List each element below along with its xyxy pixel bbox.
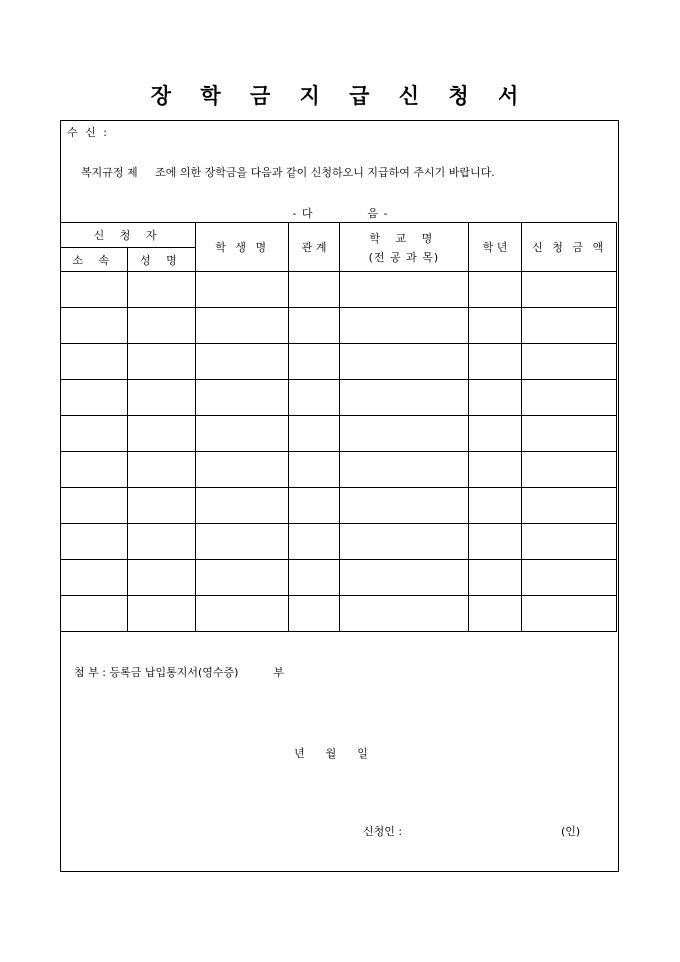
header-grade: 학 년 (468, 223, 521, 272)
table-row (61, 416, 617, 452)
table-cell[interactable] (468, 452, 521, 488)
table-cell[interactable] (61, 560, 128, 596)
table-cell[interactable] (289, 560, 340, 596)
application-form (60, 120, 619, 872)
table-row (61, 524, 617, 560)
table-cell[interactable] (522, 560, 617, 596)
table-cell[interactable] (289, 380, 340, 416)
table-row (61, 308, 617, 344)
date-line: 년 월 일 (294, 747, 368, 760)
table-cell[interactable] (468, 272, 521, 308)
header-applicant: 신 청 자 (61, 223, 196, 248)
table-cell[interactable] (339, 452, 468, 488)
table-cell[interactable] (196, 452, 289, 488)
header-relation: 관 계 (289, 223, 340, 272)
table-cell[interactable] (61, 272, 128, 308)
applicant-label: 신청인 : (363, 825, 403, 838)
table-cell[interactable] (339, 344, 468, 380)
table-cell[interactable] (289, 272, 340, 308)
table-cell[interactable] (196, 596, 289, 632)
table-cell[interactable] (196, 344, 289, 380)
table-cell[interactable] (289, 524, 340, 560)
table-cell[interactable] (522, 308, 617, 344)
table-cell[interactable] (468, 308, 521, 344)
table-cell[interactable] (339, 488, 468, 524)
table-cell[interactable] (522, 488, 617, 524)
table-cell[interactable] (468, 560, 521, 596)
table-cell[interactable] (468, 416, 521, 452)
header-student-name: 학 생 명 (196, 223, 289, 272)
table-cell[interactable] (468, 596, 521, 632)
table-row (61, 272, 617, 308)
table-cell[interactable] (289, 308, 340, 344)
table-cell[interactable] (196, 524, 289, 560)
table-cell[interactable] (522, 416, 617, 452)
table-cell[interactable] (522, 596, 617, 632)
table-cell[interactable] (289, 416, 340, 452)
table-cell[interactable] (196, 488, 289, 524)
table-cell[interactable] (339, 524, 468, 560)
table-cell[interactable] (196, 416, 289, 452)
table-cell[interactable] (289, 488, 340, 524)
table-cell[interactable] (127, 452, 196, 488)
table-cell[interactable] (339, 272, 468, 308)
table-row (61, 560, 617, 596)
document-title: 장 학 금 지 급 신 청 서 (150, 83, 530, 108)
request-sentence: 복지규정 제 조에 의한 장학금을 다음과 같이 신청하오니 지급하여 주시기 바랍니다. (81, 166, 495, 179)
table-cell[interactable] (127, 524, 196, 560)
table-cell[interactable] (339, 596, 468, 632)
table-cell[interactable] (127, 308, 196, 344)
table-cell[interactable] (468, 524, 521, 560)
header-name: 성 명 (127, 248, 196, 272)
table-cell[interactable] (127, 380, 196, 416)
table-cell[interactable] (127, 488, 196, 524)
table-cell[interactable] (61, 452, 128, 488)
next-heading: - 다 음 - (292, 207, 389, 220)
table-cell[interactable] (127, 272, 196, 308)
table-cell[interactable] (289, 452, 340, 488)
scholarship-table (60, 222, 617, 632)
table-cell[interactable] (61, 524, 128, 560)
table-row (61, 380, 617, 416)
table-cell[interactable] (468, 380, 521, 416)
table-cell[interactable] (61, 308, 128, 344)
table-row (61, 452, 617, 488)
header-school (339, 223, 468, 272)
table-cell[interactable] (127, 416, 196, 452)
table-cell[interactable] (61, 488, 128, 524)
header-major: (전 공 과 목) (368, 250, 440, 264)
table-cell[interactable] (522, 272, 617, 308)
table-cell[interactable] (339, 380, 468, 416)
table-cell[interactable] (196, 272, 289, 308)
table-cell[interactable] (468, 488, 521, 524)
table-cell[interactable] (289, 596, 340, 632)
header-affiliation: 소 속 (61, 248, 128, 272)
table-cell[interactable] (61, 344, 128, 380)
table-cell[interactable] (289, 344, 340, 380)
header-amount: 신 청 금 액 (522, 223, 617, 272)
seal-label: (인) (561, 825, 581, 838)
table-cell[interactable] (522, 452, 617, 488)
table-cell[interactable] (339, 308, 468, 344)
table-cell[interactable] (61, 416, 128, 452)
table-cell[interactable] (196, 380, 289, 416)
table-cell[interactable] (127, 596, 196, 632)
table-cell[interactable] (522, 344, 617, 380)
table-cell[interactable] (61, 380, 128, 416)
attachment-line: 첨 부 : 등록금 납입통지서(영수증) 부 (74, 666, 285, 679)
table-cell[interactable] (468, 344, 521, 380)
table-cell[interactable] (339, 416, 468, 452)
table-cell[interactable] (522, 524, 617, 560)
table-cell[interactable] (522, 380, 617, 416)
table-cell[interactable] (127, 560, 196, 596)
recipient-label: 수 신 : (67, 126, 109, 139)
table-cell[interactable] (196, 560, 289, 596)
table-row (61, 344, 617, 380)
table-cell[interactable] (61, 596, 128, 632)
table-cell[interactable] (339, 560, 468, 596)
table-row (61, 596, 617, 632)
table-cell[interactable] (196, 308, 289, 344)
header-school-name: 학 교 명 (369, 231, 439, 245)
table-row (61, 488, 617, 524)
table-cell[interactable] (127, 344, 196, 380)
